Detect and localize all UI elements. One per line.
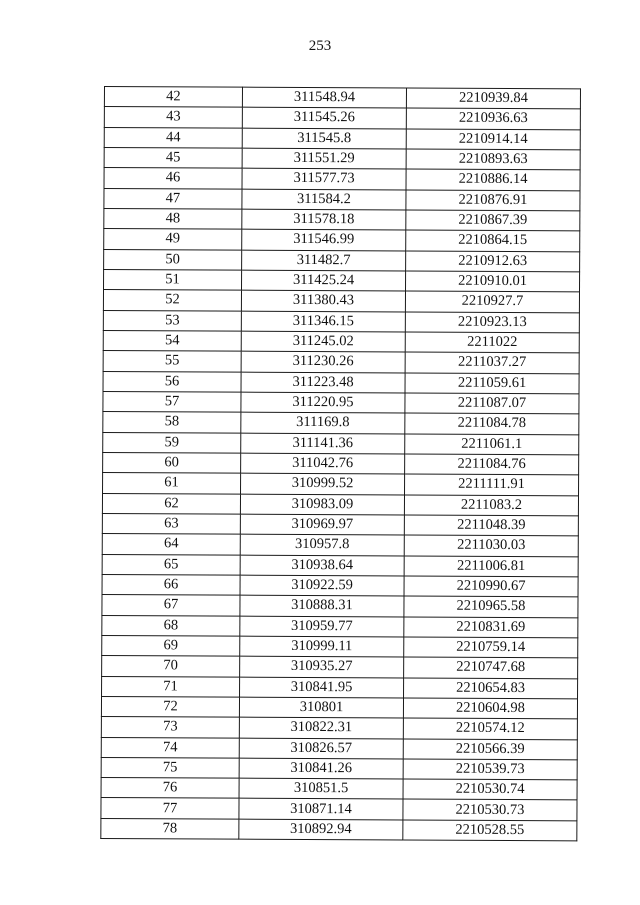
table-row <box>102 595 578 618</box>
x-coordinate-cell: 311425.24 <box>242 270 406 291</box>
table-row <box>101 696 577 719</box>
x-coordinate-cell: 310999.52 <box>241 473 405 494</box>
y-coordinate-cell: 2210893.63 <box>406 149 580 170</box>
x-coordinate-cell: 310841.95 <box>240 677 404 698</box>
table-row <box>102 615 578 638</box>
page-number: 253 <box>308 38 332 54</box>
table-row <box>103 432 579 455</box>
point-number-cell: 50 <box>104 249 242 270</box>
point-number-cell: 55 <box>103 351 241 372</box>
y-coordinate-cell: 2210574.12 <box>403 718 577 739</box>
table-row <box>102 513 578 536</box>
y-coordinate-cell: 2210864.15 <box>406 230 580 251</box>
y-coordinate-cell: 2210914.14 <box>406 129 580 150</box>
table-row <box>104 229 580 252</box>
point-number-cell: 57 <box>103 391 241 412</box>
point-number-cell: 43 <box>104 107 242 128</box>
point-number-cell: 78 <box>101 818 239 839</box>
x-coordinate-cell: 310957.8 <box>240 534 404 555</box>
table-row <box>103 351 579 374</box>
table-row <box>102 493 578 516</box>
table-row <box>104 168 580 191</box>
x-coordinate-cell: 311346.15 <box>241 311 405 332</box>
y-coordinate-cell: 2210530.73 <box>403 799 577 820</box>
coordinate-table-body <box>101 87 581 841</box>
point-number-cell: 73 <box>101 717 239 738</box>
y-coordinate-cell: 2210530.74 <box>403 779 577 800</box>
point-number-cell: 60 <box>103 452 241 473</box>
point-number-cell: 68 <box>102 615 240 636</box>
table-row <box>104 107 580 130</box>
y-coordinate-cell: 2211084.76 <box>405 454 579 475</box>
x-coordinate-cell: 311548.94 <box>242 87 406 108</box>
point-number-cell: 69 <box>102 635 240 656</box>
x-coordinate-cell: 311551.29 <box>242 148 406 169</box>
y-coordinate-cell: 2210747.68 <box>404 657 578 678</box>
y-coordinate-cell: 2211037.27 <box>405 352 579 373</box>
y-coordinate-cell: 2210990.67 <box>404 576 578 597</box>
table-row <box>103 330 579 353</box>
y-coordinate-cell: 2210936.63 <box>406 108 580 129</box>
point-number-cell: 51 <box>104 269 242 290</box>
y-coordinate-cell: 2211022 <box>405 332 579 353</box>
table-row <box>104 208 580 231</box>
y-coordinate-cell: 2210965.58 <box>404 596 578 617</box>
table-row <box>104 249 580 272</box>
x-coordinate-cell: 311584.2 <box>242 189 406 210</box>
x-coordinate-cell: 310969.97 <box>240 514 404 535</box>
point-number-cell: 53 <box>103 310 241 331</box>
table-row <box>103 391 579 414</box>
x-coordinate-cell: 311380.43 <box>241 290 405 311</box>
table-row <box>102 656 578 679</box>
y-coordinate-cell: 2210876.91 <box>406 190 580 211</box>
x-coordinate-cell: 311578.18 <box>242 209 406 230</box>
table-row <box>103 371 579 394</box>
table-row <box>102 574 578 597</box>
x-coordinate-cell: 311546.99 <box>242 229 406 250</box>
point-number-cell: 72 <box>101 696 239 717</box>
x-coordinate-cell: 310938.64 <box>240 555 404 576</box>
point-number-cell: 75 <box>101 757 239 778</box>
y-coordinate-cell: 2210923.13 <box>405 312 579 333</box>
y-coordinate-cell: 2210912.63 <box>406 251 580 272</box>
y-coordinate-cell: 2210759.14 <box>404 637 578 658</box>
point-number-cell: 54 <box>103 330 241 351</box>
x-coordinate-cell: 311141.36 <box>241 433 405 454</box>
point-number-cell: 65 <box>102 554 240 575</box>
point-number-cell: 71 <box>102 676 240 697</box>
point-number-cell: 62 <box>102 493 240 514</box>
point-number-cell: 46 <box>104 168 242 189</box>
y-coordinate-cell: 2210604.98 <box>403 698 577 719</box>
x-coordinate-cell: 311169.8 <box>241 412 405 433</box>
table-row <box>102 534 578 557</box>
y-coordinate-cell: 2211030.03 <box>404 535 578 556</box>
point-number-cell: 48 <box>104 208 242 229</box>
y-coordinate-cell: 2210539.73 <box>403 759 577 780</box>
y-coordinate-cell: 2211048.39 <box>404 515 578 536</box>
point-number-cell: 76 <box>101 778 239 799</box>
y-coordinate-cell: 2210867.39 <box>406 210 580 231</box>
point-number-cell: 47 <box>104 188 242 209</box>
y-coordinate-cell: 2211087.07 <box>405 393 579 414</box>
table-row <box>101 717 577 740</box>
x-coordinate-cell: 310999.11 <box>240 636 404 657</box>
x-coordinate-cell: 310922.59 <box>240 575 404 596</box>
y-coordinate-cell: 2210566.39 <box>403 738 577 759</box>
x-coordinate-cell: 310983.09 <box>240 494 404 515</box>
y-coordinate-cell: 2211061.1 <box>405 434 579 455</box>
table-row <box>104 87 580 110</box>
point-number-cell: 74 <box>101 737 239 758</box>
point-number-cell: 58 <box>103 412 241 433</box>
x-coordinate-cell: 311577.73 <box>242 168 406 189</box>
y-coordinate-cell: 2210831.69 <box>404 617 578 638</box>
table-row <box>102 635 578 658</box>
point-number-cell: 56 <box>103 371 241 392</box>
y-coordinate-cell: 2211084.78 <box>405 413 579 434</box>
point-number-cell: 45 <box>104 147 242 168</box>
point-number-cell: 70 <box>102 656 240 677</box>
x-coordinate-cell: 311042.76 <box>241 453 405 474</box>
table-row <box>102 554 578 577</box>
x-coordinate-cell: 310822.31 <box>239 717 403 738</box>
table-row <box>101 818 577 841</box>
point-number-cell: 42 <box>104 87 242 108</box>
coordinate-table <box>100 86 581 841</box>
point-number-cell: 63 <box>102 513 240 534</box>
point-number-cell: 49 <box>104 229 242 250</box>
table-row <box>104 188 580 211</box>
table-row <box>101 778 577 801</box>
x-coordinate-cell: 311223.48 <box>241 372 405 393</box>
table-row <box>103 310 579 333</box>
table-row <box>104 269 580 292</box>
table-row <box>103 452 579 475</box>
x-coordinate-cell: 310892.94 <box>239 819 403 840</box>
x-coordinate-cell: 311482.7 <box>242 250 406 271</box>
point-number-cell: 44 <box>104 127 242 148</box>
point-number-cell: 67 <box>102 595 240 616</box>
x-coordinate-cell: 310959.77 <box>240 616 404 637</box>
x-coordinate-cell: 310841.26 <box>239 758 403 779</box>
point-number-cell: 64 <box>102 534 240 555</box>
table-row <box>104 127 580 150</box>
x-coordinate-cell: 310871.14 <box>239 799 403 820</box>
y-coordinate-cell: 2210654.83 <box>404 677 578 698</box>
y-coordinate-cell: 2210939.84 <box>406 88 580 109</box>
point-number-cell: 77 <box>101 798 239 819</box>
table-row <box>103 290 579 313</box>
point-number-cell: 66 <box>102 574 240 595</box>
x-coordinate-cell: 310801 <box>239 697 403 718</box>
x-coordinate-cell: 310826.57 <box>239 738 403 759</box>
table-row <box>101 798 577 821</box>
table-row <box>101 737 577 760</box>
point-number-cell: 52 <box>103 290 241 311</box>
x-coordinate-cell: 310888.31 <box>240 595 404 616</box>
x-coordinate-cell: 310851.5 <box>239 778 403 799</box>
y-coordinate-cell: 2210910.01 <box>406 271 580 292</box>
x-coordinate-cell: 311545.26 <box>242 108 406 129</box>
table-row <box>102 676 578 699</box>
y-coordinate-cell: 2211083.2 <box>404 495 578 516</box>
x-coordinate-cell: 311245.02 <box>241 331 405 352</box>
y-coordinate-cell: 2211006.81 <box>404 556 578 577</box>
x-coordinate-cell: 311545.8 <box>242 128 406 149</box>
x-coordinate-cell: 310935.27 <box>240 656 404 677</box>
y-coordinate-cell: 2211111.91 <box>405 474 579 495</box>
y-coordinate-cell: 2211059.61 <box>405 373 579 394</box>
table-row <box>103 412 579 435</box>
y-coordinate-cell: 2210927.7 <box>405 291 579 312</box>
table-row <box>103 473 579 496</box>
table-row <box>104 147 580 170</box>
point-number-cell: 61 <box>103 473 241 494</box>
y-coordinate-cell: 2210528.55 <box>403 820 577 841</box>
y-coordinate-cell: 2210886.14 <box>406 169 580 190</box>
point-number-cell: 59 <box>103 432 241 453</box>
x-coordinate-cell: 311220.95 <box>241 392 405 413</box>
x-coordinate-cell: 311230.26 <box>241 351 405 372</box>
table-row <box>101 757 577 780</box>
